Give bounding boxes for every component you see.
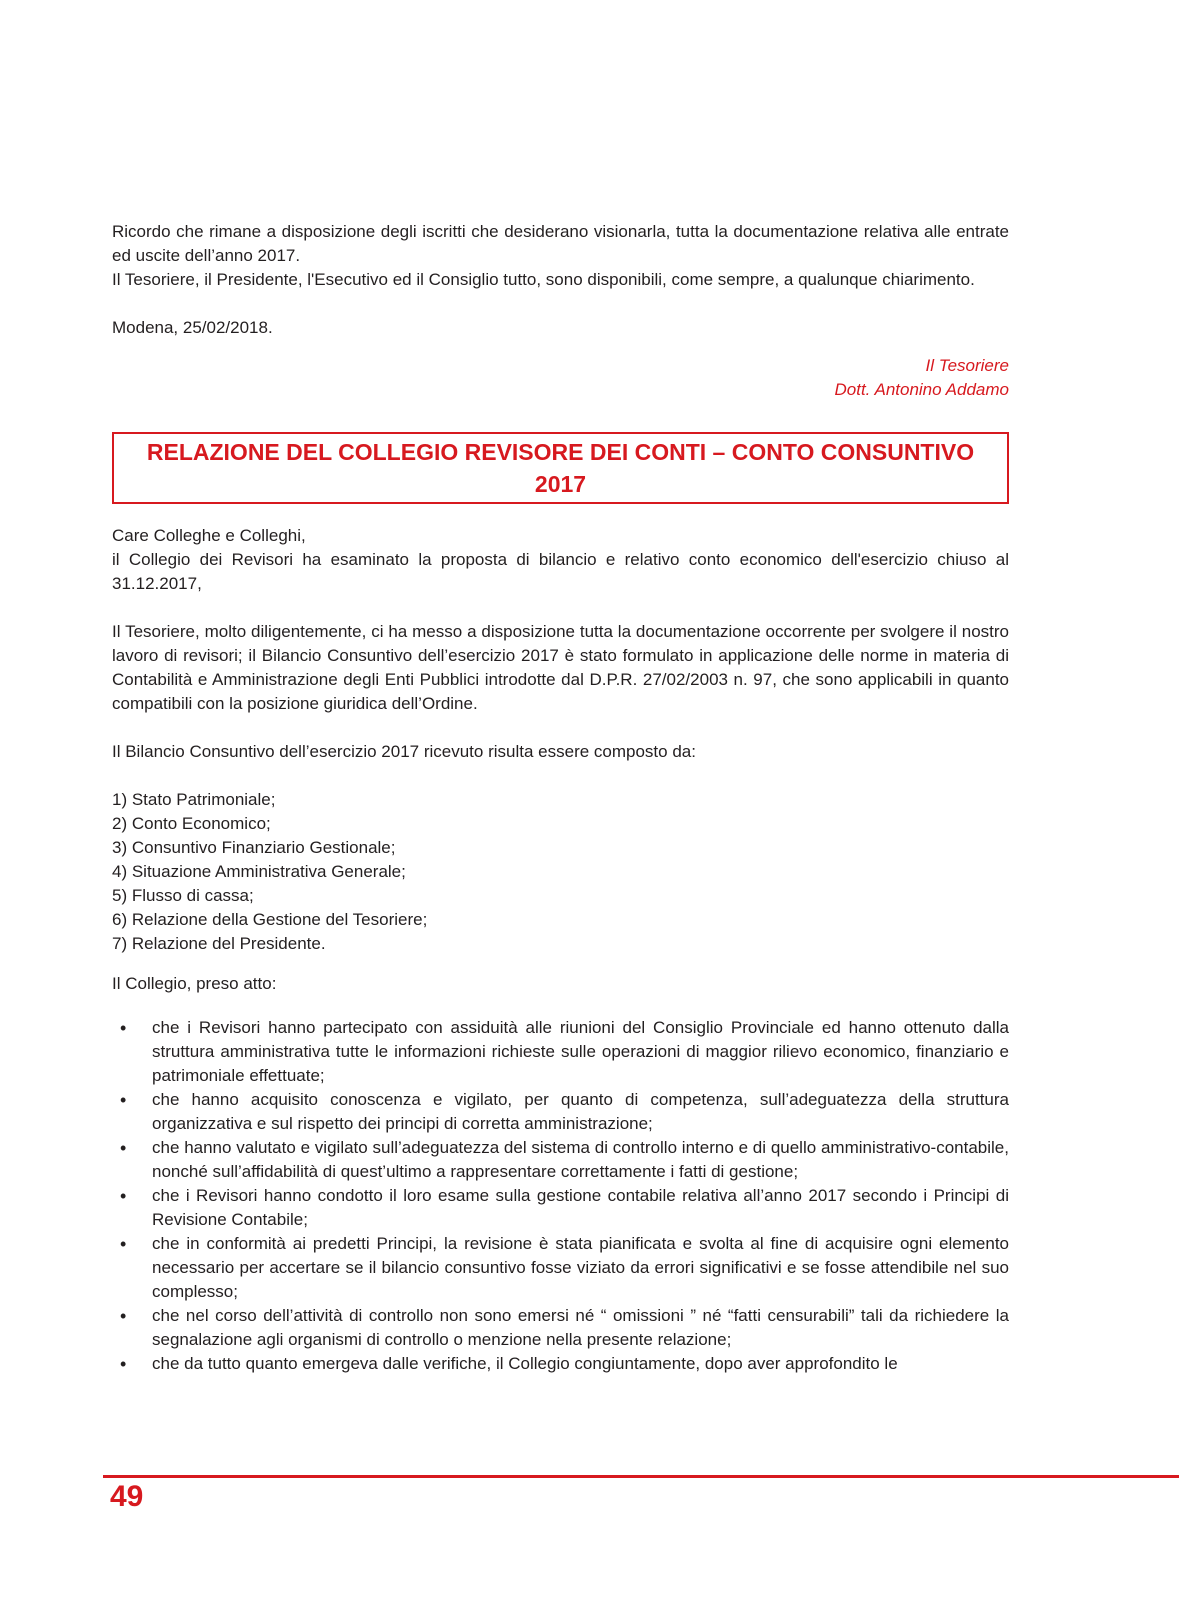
- signature-name: Dott. Antonino Addamo: [834, 380, 1009, 399]
- list-item: 5) Flusso di cassa;: [112, 886, 254, 905]
- date-line: Modena, 25/02/2018.: [112, 318, 273, 337]
- list-item: 4) Situazione Amministrativa Generale;: [112, 862, 406, 881]
- body-paragraph-2: Il Tesoriere, molto diligentemente, ci ha messo a disposizione tutta la documentazione occorrente per svolgere il nostro lavoro di revisori; il Bilancio Consuntivo dell’esercizio 2017 è stato formulato in applicazione delle norme in materia di Contabilità e Amministrazione degli Enti Pubblici introdotte dal D.P.R. 27/02/2003 n. 97, che sono applicabili in quanto compatibili con la posizione giuridica dell’Ordine.: [112, 622, 1009, 713]
- list-item: 3) Consuntivo Finanziario Gestionale;: [112, 838, 396, 857]
- bullet-text: che nel corso dell’attività di controllo non sono emersi né “ omissioni ” né “fatti censurabili” tali da richiedere la segnalazione agli organismi di controllo o menzione nella presente relazione;: [152, 1306, 1009, 1349]
- body-paragraph-3: Il Bilancio Consuntivo dell’esercizio 2017 ricevuto risulta essere composto da:: [112, 742, 696, 761]
- bullet-item: [112, 1232, 1009, 1304]
- bullet-icon: •: [120, 1306, 127, 1326]
- footer-rule: [103, 1475, 1179, 1478]
- bullet-icon: •: [120, 1354, 127, 1374]
- bullet-icon: •: [120, 1090, 127, 1110]
- list-item: 1) Stato Patrimoniale;: [112, 790, 276, 809]
- bullet-icon: •: [120, 1018, 127, 1038]
- list-item: 6) Relazione della Gestione del Tesoriere;: [112, 910, 428, 929]
- bullet-text: che hanno valutato e vigilato sull’adeguatezza del sistema di controllo interno e di quello amministrativo-contabile, nonché sull’affidabilità di quest’ultimo a rappresentare correttamente i fatti di gestione;: [152, 1138, 1009, 1181]
- bullet-text: che da tutto quanto emergeva dalle verifiche, il Collegio congiuntamente, dopo aver approfondito le: [152, 1354, 898, 1373]
- bullet-icon: •: [120, 1234, 127, 1254]
- bullet-item: [112, 1136, 1009, 1184]
- list-item: 2) Conto Economico;: [112, 814, 271, 833]
- body-paragraph-1: il Collegio dei Revisori ha esaminato la proposta di bilancio e relativo conto economico dell'esercizio chiuso al 31.12.2017,: [112, 550, 1009, 593]
- bullet-item: [112, 1304, 1009, 1352]
- bullet-item: [112, 1016, 1009, 1088]
- bullet-text: che in conformità ai predetti Principi, la revisione è stata pianificata e svolta al fine di acquisire ogni elemento necessario per accertare se il bilancio consuntivo fosse viziato da errori significativi e se fosse attendibile nel suo complesso;: [152, 1234, 1009, 1301]
- bullet-list: [112, 1016, 1009, 1376]
- bullet-item: [112, 1088, 1009, 1136]
- bullet-item: [112, 1352, 1009, 1376]
- page-number: 49: [110, 1480, 144, 1513]
- list-item: 7) Relazione del Presidente.: [112, 934, 326, 953]
- section-title: RELAZIONE DEL COLLEGIO REVISORE DEI CONTI – CONTO CONSUNTIVO 2017: [112, 432, 1009, 504]
- greeting: Care Colleghe e Colleghi,: [112, 526, 306, 545]
- bullet-icon: •: [120, 1186, 127, 1206]
- numbered-list: [112, 788, 1009, 956]
- signature-role: Il Tesoriere: [925, 356, 1009, 375]
- document-body: [112, 220, 1009, 1376]
- bullet-icon: •: [120, 1138, 127, 1158]
- bullet-text: che i Revisori hanno condotto il loro esame sulla gestione contabile relativa all’anno 2017 secondo i Principi di Revisione Contabile;: [152, 1186, 1009, 1229]
- intro-paragraph-1: Ricordo che rimane a disposizione degli iscritti che desiderano visionarla, tutta la documentazione relativa alle entrate ed uscite dell’anno 2017.: [112, 222, 1009, 265]
- body-paragraph-4: Il Collegio, preso atto:: [112, 974, 277, 993]
- bullet-item: [112, 1184, 1009, 1232]
- signature-block: [112, 354, 1009, 402]
- bullet-text: che i Revisori hanno partecipato con assiduità alle riunioni del Consiglio Provinciale ed hanno ottenuto dalla struttura amministrativa tutte le informazioni richieste sulle operazioni di maggior rilievo economico, finanziario e patrimoniale effettuate;: [152, 1018, 1009, 1085]
- intro-paragraph-2: Il Tesoriere, il Presidente, l'Esecutivo ed il Consiglio tutto, sono disponibili, come sempre, a qualunque chiarimento.: [112, 270, 975, 289]
- bullet-text: che hanno acquisito conoscenza e vigilato, per quanto di competenza, sull’adeguatezza della struttura organizzativa e sul rispetto dei principi di corretta amministrazione;: [152, 1090, 1009, 1133]
